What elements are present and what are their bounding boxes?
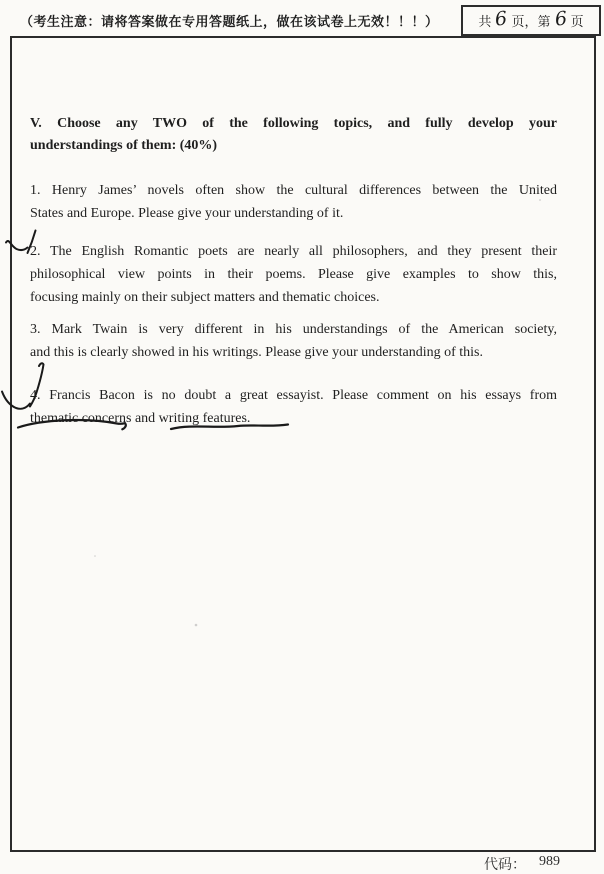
paper-code-label: 代码： [484,858,526,873]
candidate-notice: （考生注意：请将答案做在专用答题纸上，做在该试卷上无效！！！） [20,14,439,29]
question-4-line-1: 4. Francis Bacon is no doubt a great essayist. Please comment on his essays from [30,388,557,403]
question-1 [30,179,557,225]
section-heading-line-2: understandings of them: (40%) [30,138,218,153]
current-page-value-handwritten: 6 [553,6,568,31]
question-2-line-1: 2. The English Romantic poets are nearly all philosophers, and they present their [30,244,557,259]
total-pages-label: 共 [478,14,492,29]
question-2-line-3: focusing mainly on their subject matters and thematic choices. [30,290,380,305]
question-3 [30,318,557,364]
total-pages-value-handwritten: 6 [494,6,509,31]
paper-code-value: 989 [539,854,560,869]
pages-unit-label: 页，第 [511,14,551,29]
question-3-line-1: 3. Mark Twain is very different in his understandings of the American society, [30,322,557,337]
question-list [12,38,594,850]
question-4 [30,384,557,430]
question-2 [30,240,557,309]
question-3-line-2: and this is clearly showed in his writings. Please give your understanding of this. [30,345,483,360]
question-1-line-1: 1. Henry James’ novels often show the cultural differences between the United [30,183,557,198]
question-4-line-2: thematic concerns and writing features. [30,411,251,426]
question-1-line-2: States and Europe. Please give your understanding of it. [30,206,344,221]
current-page-unit-label: 页 [570,14,584,29]
page-count-box [461,5,601,36]
exam-content-border-box [10,36,596,852]
question-2-line-2: philosophical view points in their poems. Please give examples to show this, [30,267,557,282]
paper-code [484,854,560,874]
section-heading-line-1: V. Choose any TWO of the following topics, and fully develop your [30,116,557,131]
